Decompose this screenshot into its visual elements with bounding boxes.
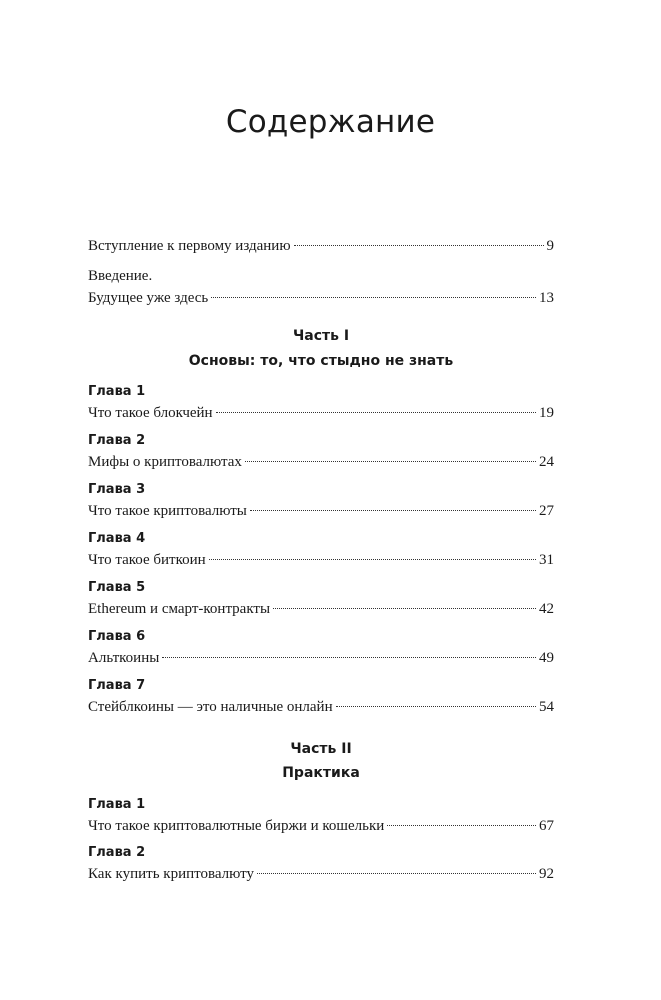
part-label: Часть II <box>290 741 352 757</box>
toc-entry-chapter[interactable] <box>88 529 554 571</box>
part-label: Часть I <box>292 328 350 344</box>
chapter-label: Глава 6 <box>88 629 146 644</box>
toc-line <box>88 863 554 885</box>
entry-title: Что такое биткоин <box>88 552 206 568</box>
page-number: 27 <box>539 503 554 519</box>
toc-entry-chapter[interactable] <box>88 578 554 620</box>
toc-line <box>88 696 554 718</box>
toc-entry-chapter[interactable] <box>88 843 554 885</box>
entry-lead: Введение. <box>88 268 153 284</box>
entry-title: Вступление к первому изданию <box>88 238 291 254</box>
entry-title: Что такое криптовалютные биржи и кошельки <box>88 818 385 834</box>
entry-title: Альткоины <box>88 650 160 666</box>
chapter-label: Глава 2 <box>88 433 146 448</box>
toc-line <box>88 402 554 424</box>
chapter-label: Глава 2 <box>88 845 146 860</box>
page-number: 24 <box>539 454 554 470</box>
toc-entry-chapter[interactable] <box>88 627 554 669</box>
part-title: Основы: то, что стыдно не знать <box>188 353 454 369</box>
dot-leader <box>245 461 536 462</box>
dot-leader <box>336 706 536 707</box>
chapter-label: Глава 4 <box>88 531 146 546</box>
part-title: Практика <box>282 765 360 781</box>
toc-entry-chapter[interactable] <box>88 431 554 473</box>
entry-title: Будущее уже здесь <box>88 290 209 306</box>
page-number: 31 <box>539 552 554 568</box>
entry-title: Что такое криптовалюты <box>88 503 247 519</box>
page-number: 13 <box>539 290 554 306</box>
toc-line <box>88 451 554 473</box>
dot-leader <box>257 873 536 874</box>
entry-title: Как купить криптовалюту <box>88 866 255 882</box>
toc-line <box>88 598 554 620</box>
page-number: 49 <box>539 650 554 666</box>
toc-entry-chapter[interactable] <box>88 676 554 718</box>
dot-leader <box>216 412 536 413</box>
toc-line <box>88 500 554 522</box>
dot-leader <box>162 657 536 658</box>
dot-leader <box>387 825 536 826</box>
toc-entry-foreword[interactable] <box>88 235 554 257</box>
page-number: 9 <box>546 238 554 254</box>
dot-leader <box>273 608 536 609</box>
entry-title: Что такое блокчейн <box>88 405 213 421</box>
toc-entry-chapter[interactable] <box>88 480 554 522</box>
toc-line <box>88 647 554 669</box>
toc-entry-chapter[interactable] <box>88 382 554 424</box>
chapter-label: Глава 3 <box>88 482 146 497</box>
chapter-label: Глава 1 <box>88 797 146 812</box>
page-number: 19 <box>539 405 554 421</box>
dot-leader <box>294 245 544 246</box>
toc-line <box>88 287 554 309</box>
entry-title: Мифы о криптовалютах <box>88 454 242 470</box>
dot-leader <box>250 510 536 511</box>
toc-line <box>88 549 554 571</box>
page-number: 54 <box>539 699 554 715</box>
page-number: 67 <box>539 818 554 834</box>
toc-entry-chapter[interactable] <box>88 795 554 837</box>
toc-line <box>88 815 554 837</box>
page-title: Содержание <box>225 104 436 140</box>
chapter-label: Глава 5 <box>88 580 146 595</box>
toc-entry-introduction[interactable] <box>88 265 554 309</box>
page-number: 92 <box>539 866 554 882</box>
dot-leader <box>209 559 536 560</box>
entry-title: Ethereum и смарт-контракты <box>88 601 271 617</box>
chapter-label: Глава 7 <box>88 678 146 693</box>
dot-leader <box>211 297 536 298</box>
toc-line <box>88 235 554 257</box>
entry-title: Стейблкоины — это наличные онлайн <box>88 699 333 715</box>
page-number: 42 <box>539 601 554 617</box>
chapter-label: Глава 1 <box>88 384 146 399</box>
